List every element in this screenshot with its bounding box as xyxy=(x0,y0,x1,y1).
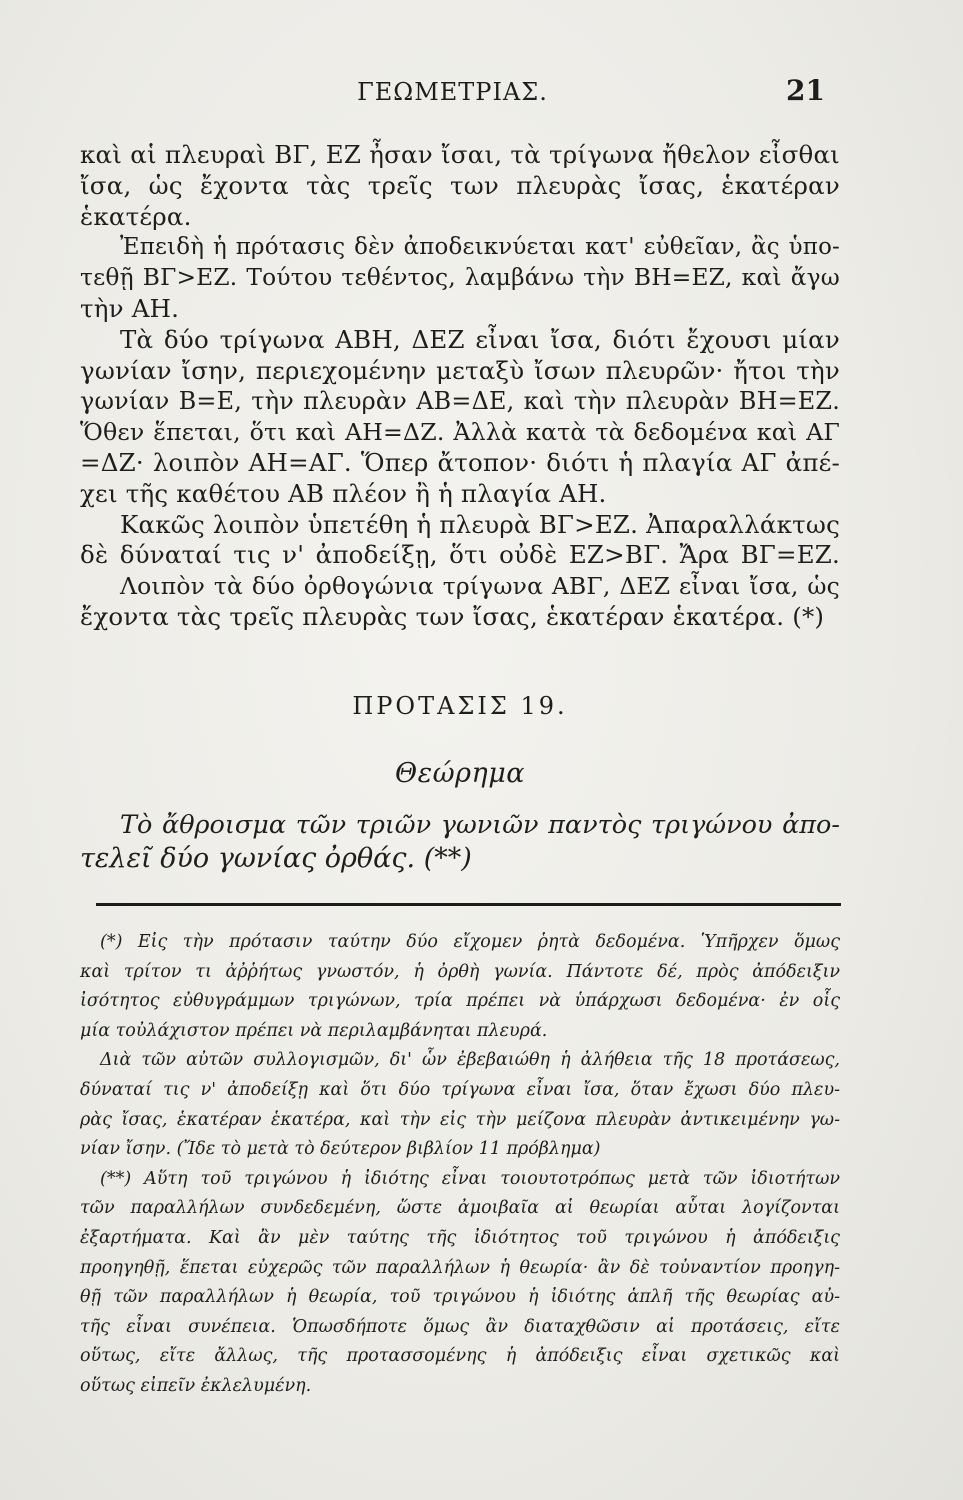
text-line: δὲ δύναταί τις ν' ἀποδείξῃ, ὅτι οὐδὲ ΕΖ>ΒΓ. Ἄρα ΒΓ=ΕΖ. xyxy=(80,540,840,570)
text-line: Τὰ δύο τρίγωνα ΑΒΗ, ΔΕΖ εἶναι ἴσα, διότι ἔχουσι μίαν xyxy=(120,324,840,354)
footnotes xyxy=(80,928,840,1402)
footnote-line: δύναταί τις ν' ἀποδείξῃ καὶ ὅτι δύο τρίγωνα εἶναι ἴσα, ὅταν ἔχωσι δύο πλευ- xyxy=(80,1079,840,1100)
theorem-label: Θεώρημα xyxy=(395,758,525,789)
proposition-title: ΠΡΟΤΑΣΙΣ 19. xyxy=(352,692,568,720)
running-head: ΓΕΩΜΕΤΡΙΑΣ. xyxy=(357,78,548,106)
footnote-line: ἰσότητος εὐθυγράμμων τριγώνων, τρία πρέπει νὰ ὑπάρχωσι δεδομένα· ἐν οἷς xyxy=(80,991,840,1012)
main-text xyxy=(80,140,840,633)
footnote-divider xyxy=(96,903,841,906)
text-line: ἔχοντα τὰς τρεῖς πλευρὰς των ἴσας, ἑκατέραν ἑκατέρα. (*) xyxy=(80,601,825,631)
text-line: Ἐπειδὴ ἡ πρότασις δὲν ἀποδεικνύεται κατ' εὐθεῖαν, ἂς ὑπο- xyxy=(120,234,840,261)
footnote-line: τῆς εἶναι συνέπεια. Ὁπωσδήποτε ὅμως ἂν διαταχθῶσιν αἱ προτάσεις, εἴτε xyxy=(80,1316,840,1337)
text-line: =ΔΖ· λοιπὸν ΑΗ=ΑΓ. Ὅπερ ἄτοπον· διότι ἡ πλαγία ΑΓ ἀπέ- xyxy=(80,447,840,477)
text-line: τεθῇ ΒΓ>ΕΖ. Τούτου τεθέντος, λαμβάνω τὴν ΒΗ=ΕΖ, καὶ ἄγω xyxy=(80,264,840,292)
footnote-line: οὕτως, εἴτε ἄλλως, τῆς προτασσομένης ἡ ἀπόδειξις εἶναι σχετικῶς καὶ xyxy=(80,1346,840,1367)
page-number: 21 xyxy=(786,74,825,107)
footnote-line: οὕτως εἰπεῖν ἐκλελυμένη. xyxy=(80,1375,312,1396)
statement-line: τελεῖ δύο γωνίας ὀρθάς. (**) xyxy=(80,843,472,874)
text-line: ἑκατέρα. xyxy=(80,201,192,231)
text-line: ἴσα, ὡς ἔχοντα τὰς τρεῖς των πλευρὰς ἴσας, ἑκατέραν xyxy=(80,170,840,200)
text-line: τὴν ΑΗ. xyxy=(80,293,180,323)
text-line: Κακῶς λοιπὸν ὑπετέθη ἡ πλευρὰ ΒΓ>ΕΖ. Ἀπαραλλάκτως xyxy=(120,509,840,539)
text-line: καὶ αἱ πλευραὶ ΒΓ, ΕΖ ἦσαν ἴσαι, τὰ τρίγωνα ἤθελον εἶσθαι xyxy=(80,140,840,169)
footnote-line: μία τοὐλάχιστον πρέπει νὰ περιλαμβάνηται πλευρά. xyxy=(80,1020,548,1041)
footnote-line: (*) Εἰς τὴν πρότασιν ταύτην δύο εἴχομεν ῥητὰ δεδομένα. Ὑπῆρχεν ὅμως xyxy=(100,932,840,952)
footnote-line: νίαν ἴσην. (Ἴδε τὸ μετὰ τὸ δεύτερον βιβλίον 11 πρόβλημα) xyxy=(80,1139,601,1160)
footnote-line: Διὰ τῶν αὐτῶν συλλογισμῶν, δι' ὧν ἐβεβαιώθη ἡ ἀλήθεια τῆς 18 προτάσεως, xyxy=(100,1050,840,1071)
statement-line: Τὸ ἄθροισμα τῶν τριῶν γωνιῶν παντὸς τριγώνου ἀπο- xyxy=(120,810,840,840)
text-line: χει τῆς καθέτου ΑΒ πλέον ἢ ἡ πλαγία ΑΗ. xyxy=(80,478,607,508)
text-line: Ὅθεν ἕπεται, ὅτι καὶ ΑΗ=ΔΖ. Ἀλλὰ κατὰ τὰ δεδομένα καὶ ΑΓ xyxy=(80,418,840,447)
text-line: γωνίαν Β=Ε, τὴν πλευρὰν ΑΒ=ΔΕ, καὶ τὴν πλευρὰν ΒΗ=ΕΖ. xyxy=(80,387,840,416)
footnote-line: (**) Αὕτη τοῦ τριγώνου ἡ ἰδιότης εἶναι τοιουτοτρόπως μετὰ τῶν ἰδιοτήτων xyxy=(100,1168,840,1189)
page-header xyxy=(80,74,825,118)
text-line: Λοιπὸν τὰ δύο ὀρθογώνια τρίγωνα ΑΒΓ, ΔΕΖ εἶναι ἴσα, ὡς xyxy=(120,572,840,601)
theorem-statement xyxy=(80,808,840,876)
footnote-line: θῇ τῶν παραλλήλων ἡ θεωρία, τοῦ τριγώνου ἡ ἰδιότης ἁπλῆ τῆς θεωρίας αὐ- xyxy=(80,1287,840,1308)
footnote-line: προηγηθῇ, ἕπεται εὐχερῶς τῶν παραλλήλων ἡ θεωρία· ἂν δὲ τοὐναντίον προηγη- xyxy=(80,1257,840,1278)
footnote-line: καὶ τρίτον τι ἀῤῥήτως γνωστόν, ἡ ὀρθὴ γωνία. Πάντοτε δέ, πρὸς ἀπόδειξιν xyxy=(80,961,840,982)
footnote-line: ἐξαρτήματα. Καὶ ἂν μὲν ταύτης τῆς ἰδιότητος τοῦ τριγώνου ἡ ἀπόδειξις xyxy=(80,1227,840,1248)
footnote-line: τῶν παραλλήλων συνδεδεμένη, ὥστε ἀμοιβαῖα αἱ θεωρίαι αὗται λογίζονται xyxy=(80,1198,840,1219)
footnote-line: ρὰς ἴσας, ἑκατέραν ἑκατέρα, καὶ τὴν εἰς τὴν μείζονα πλευρὰν ἀντικειμένην γω- xyxy=(80,1109,840,1130)
text-line: γωνίαν ἴσην, περιεχομένην μεταξὺ ἴσων πλευρῶν· ἤτοι τὴν xyxy=(80,355,840,385)
